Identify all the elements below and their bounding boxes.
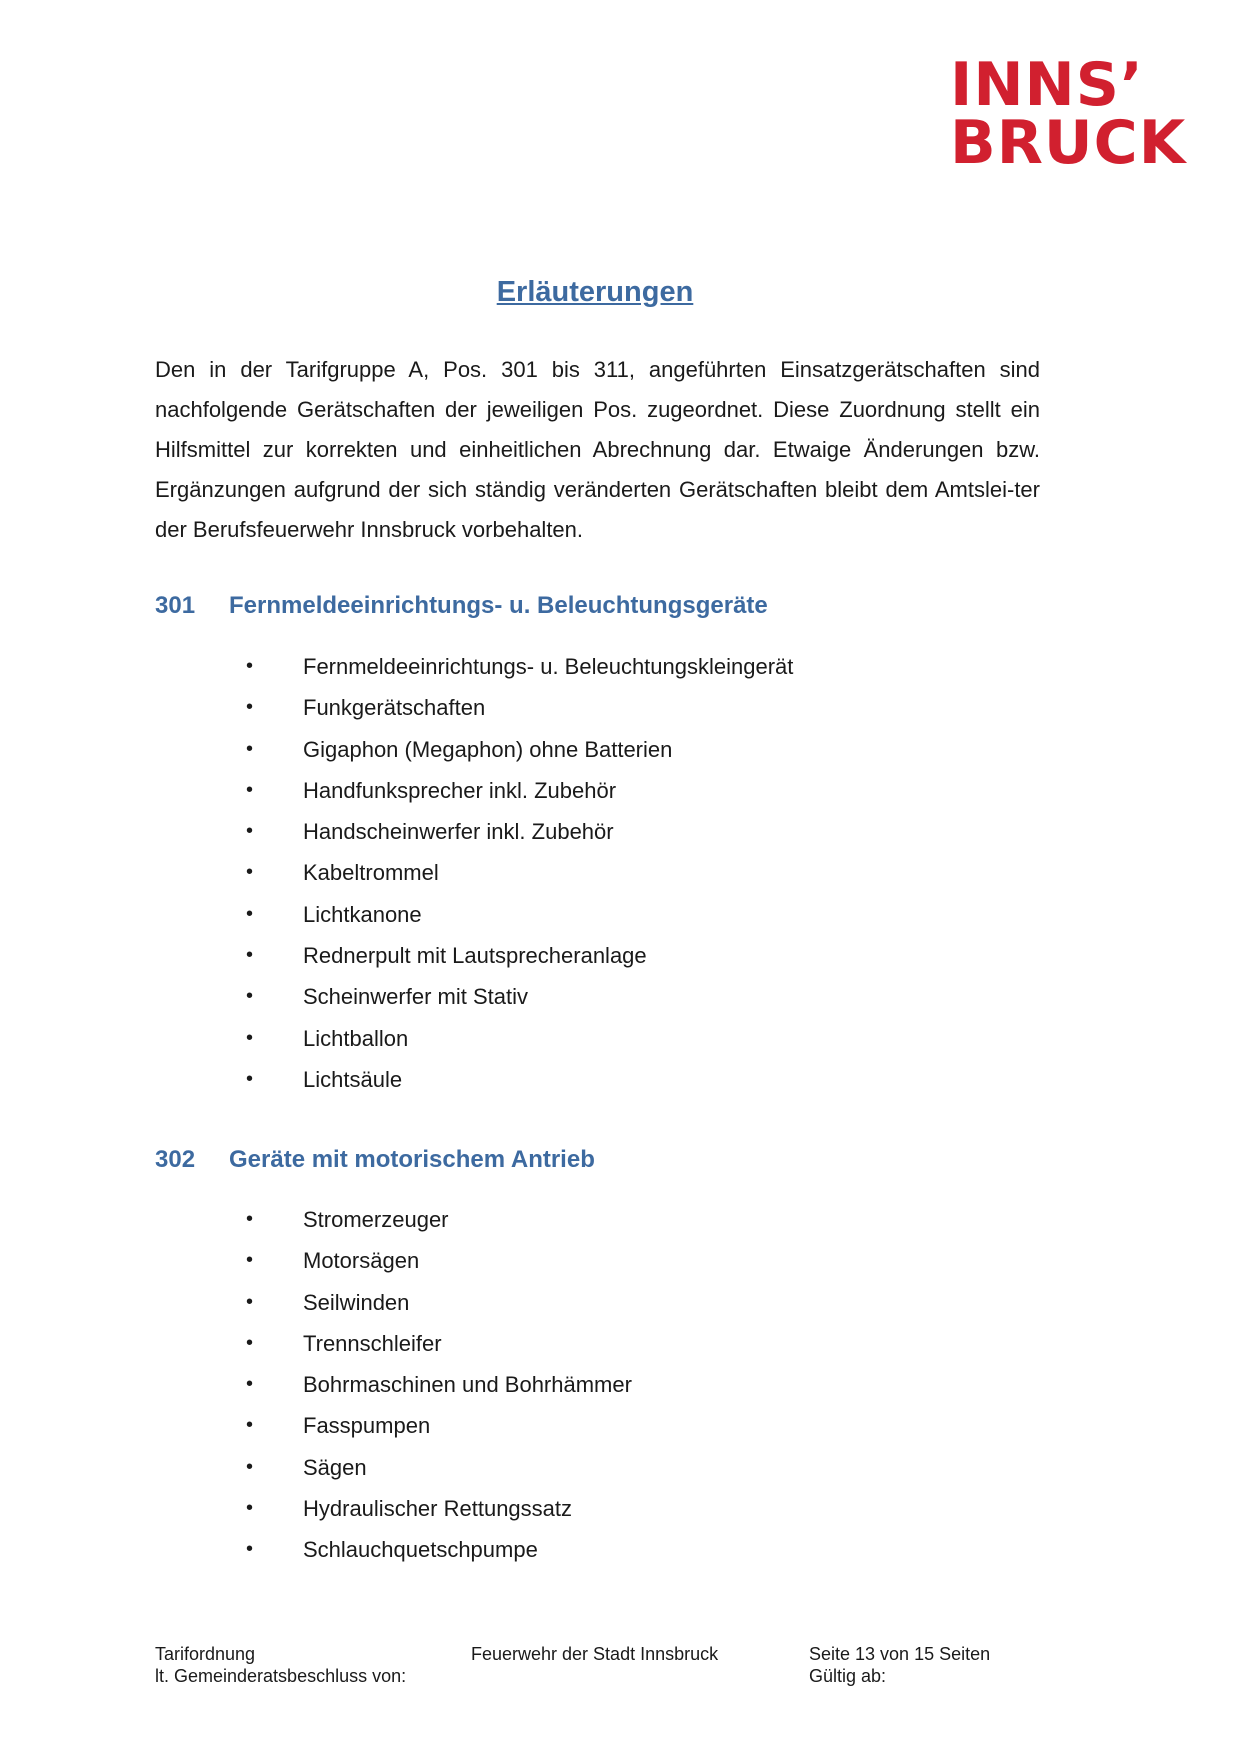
bullet-icon: • bbox=[246, 778, 254, 801]
list-item: • Lichtballon bbox=[0, 1018, 1100, 1059]
section-302-list bbox=[0, 1199, 1100, 1571]
footer-left bbox=[155, 1643, 406, 1687]
bullet-icon: • bbox=[246, 1290, 254, 1313]
bullet-icon: • bbox=[246, 1497, 254, 1520]
list-item: • Motorsägen bbox=[0, 1240, 1100, 1281]
bullet-icon: • bbox=[246, 861, 254, 884]
bullet-icon: • bbox=[246, 1249, 254, 1272]
list-item: • Kabeltrommel bbox=[0, 852, 1100, 893]
intro-paragraph: Den in der Tarifgruppe A, Pos. 301 bis 311, angeführten Einsatzgerätschaften sind nachfolgende Gerätschaften der jeweiligen Pos. zugeordnet. Diese Zuordnung stellt ein Hilfsmittel zur korrekten und einheitlichen Abrechnung dar. Etwaige Änderungen bzw. Ergänzungen aufgrund der sich ständig veränderten Gerätschaften bleibt dem Amtslei-ter der Berufsfeuerwehr Innsbruck vorbehalten. bbox=[155, 357, 1040, 542]
footer-right bbox=[809, 1643, 990, 1687]
bullet-icon: • bbox=[246, 1331, 254, 1354]
list-item: • Stromerzeuger bbox=[0, 1199, 1100, 1240]
list-item: • Gigaphon (Megaphon) ohne Batterien bbox=[0, 729, 1100, 770]
bullet-icon: • bbox=[246, 820, 254, 843]
bullet-icon: • bbox=[246, 1538, 254, 1561]
list-item: • Fernmeldeeinrichtungs- u. Beleuchtungskleingerät bbox=[0, 646, 1100, 687]
footer-document-name: Tarifordnung bbox=[155, 1644, 256, 1664]
bullet-icon: • bbox=[246, 944, 254, 967]
bullet-icon: • bbox=[246, 1455, 254, 1478]
bullet-icon: • bbox=[246, 696, 254, 719]
list-item: • Bohrmaschinen und Bohrhämmer bbox=[0, 1364, 1100, 1405]
bullet-icon: • bbox=[246, 1067, 254, 1090]
list-item: • Schlauchquetschpumpe bbox=[0, 1529, 1100, 1570]
footer-resolution: lt. Gemeinderatsbeschluss von: bbox=[155, 1666, 407, 1686]
section-301-list bbox=[0, 646, 1100, 1100]
section-301-heading bbox=[155, 592, 768, 620]
bullet-icon: • bbox=[246, 902, 254, 925]
list-item: • Funkgerätschaften bbox=[0, 687, 1100, 728]
list-item: • Hydraulischer Rettungssatz bbox=[0, 1488, 1100, 1529]
list-item: • Trennschleifer bbox=[0, 1323, 1100, 1364]
section-title: Geräte mit motorischem Antrieb bbox=[229, 1146, 595, 1173]
bullet-icon: • bbox=[246, 1026, 254, 1049]
list-item: • Handscheinwerfer inkl. Zubehör bbox=[0, 811, 1100, 852]
bullet-icon: • bbox=[246, 1373, 254, 1396]
section-title: Fernmeldeeinrichtungs- u. Beleuchtungsgeräte bbox=[229, 592, 768, 619]
list-item: • Lichtkanone bbox=[0, 894, 1100, 935]
bullet-icon: • bbox=[246, 985, 254, 1008]
bullet-icon: • bbox=[246, 1414, 254, 1437]
footer-valid-from: Gültig ab: bbox=[809, 1666, 887, 1686]
section-302-heading bbox=[155, 1146, 595, 1174]
footer-organization: Feuerwehr der Stadt Innsbruck bbox=[471, 1644, 719, 1664]
innsbruck-logo bbox=[950, 50, 1200, 178]
list-item: • Seilwinden bbox=[0, 1282, 1100, 1323]
page-title: Erläuterungen bbox=[496, 276, 694, 308]
section-number: 301 bbox=[155, 592, 196, 619]
list-item: • Fasspumpen bbox=[0, 1405, 1100, 1446]
bullet-icon: • bbox=[246, 737, 254, 760]
footer-page-number: Seite 13 von 15 Seiten bbox=[809, 1644, 991, 1664]
section-number: 302 bbox=[155, 1146, 196, 1173]
list-item: • Scheinwerfer mit Stativ bbox=[0, 976, 1100, 1017]
logo-line-2: BRUCK bbox=[950, 108, 1187, 178]
bullet-icon: • bbox=[246, 655, 254, 677]
bullet-icon: • bbox=[246, 1208, 254, 1230]
logo-line-1: INNS’ bbox=[950, 50, 1144, 120]
list-item: • Rednerpult mit Lautsprecheranlage bbox=[0, 935, 1100, 976]
list-item: • Lichtsäule bbox=[0, 1059, 1100, 1100]
footer-center bbox=[471, 1643, 718, 1665]
list-item: • Sägen bbox=[0, 1447, 1100, 1488]
list-item: • Handfunksprecher inkl. Zubehör bbox=[0, 770, 1100, 811]
